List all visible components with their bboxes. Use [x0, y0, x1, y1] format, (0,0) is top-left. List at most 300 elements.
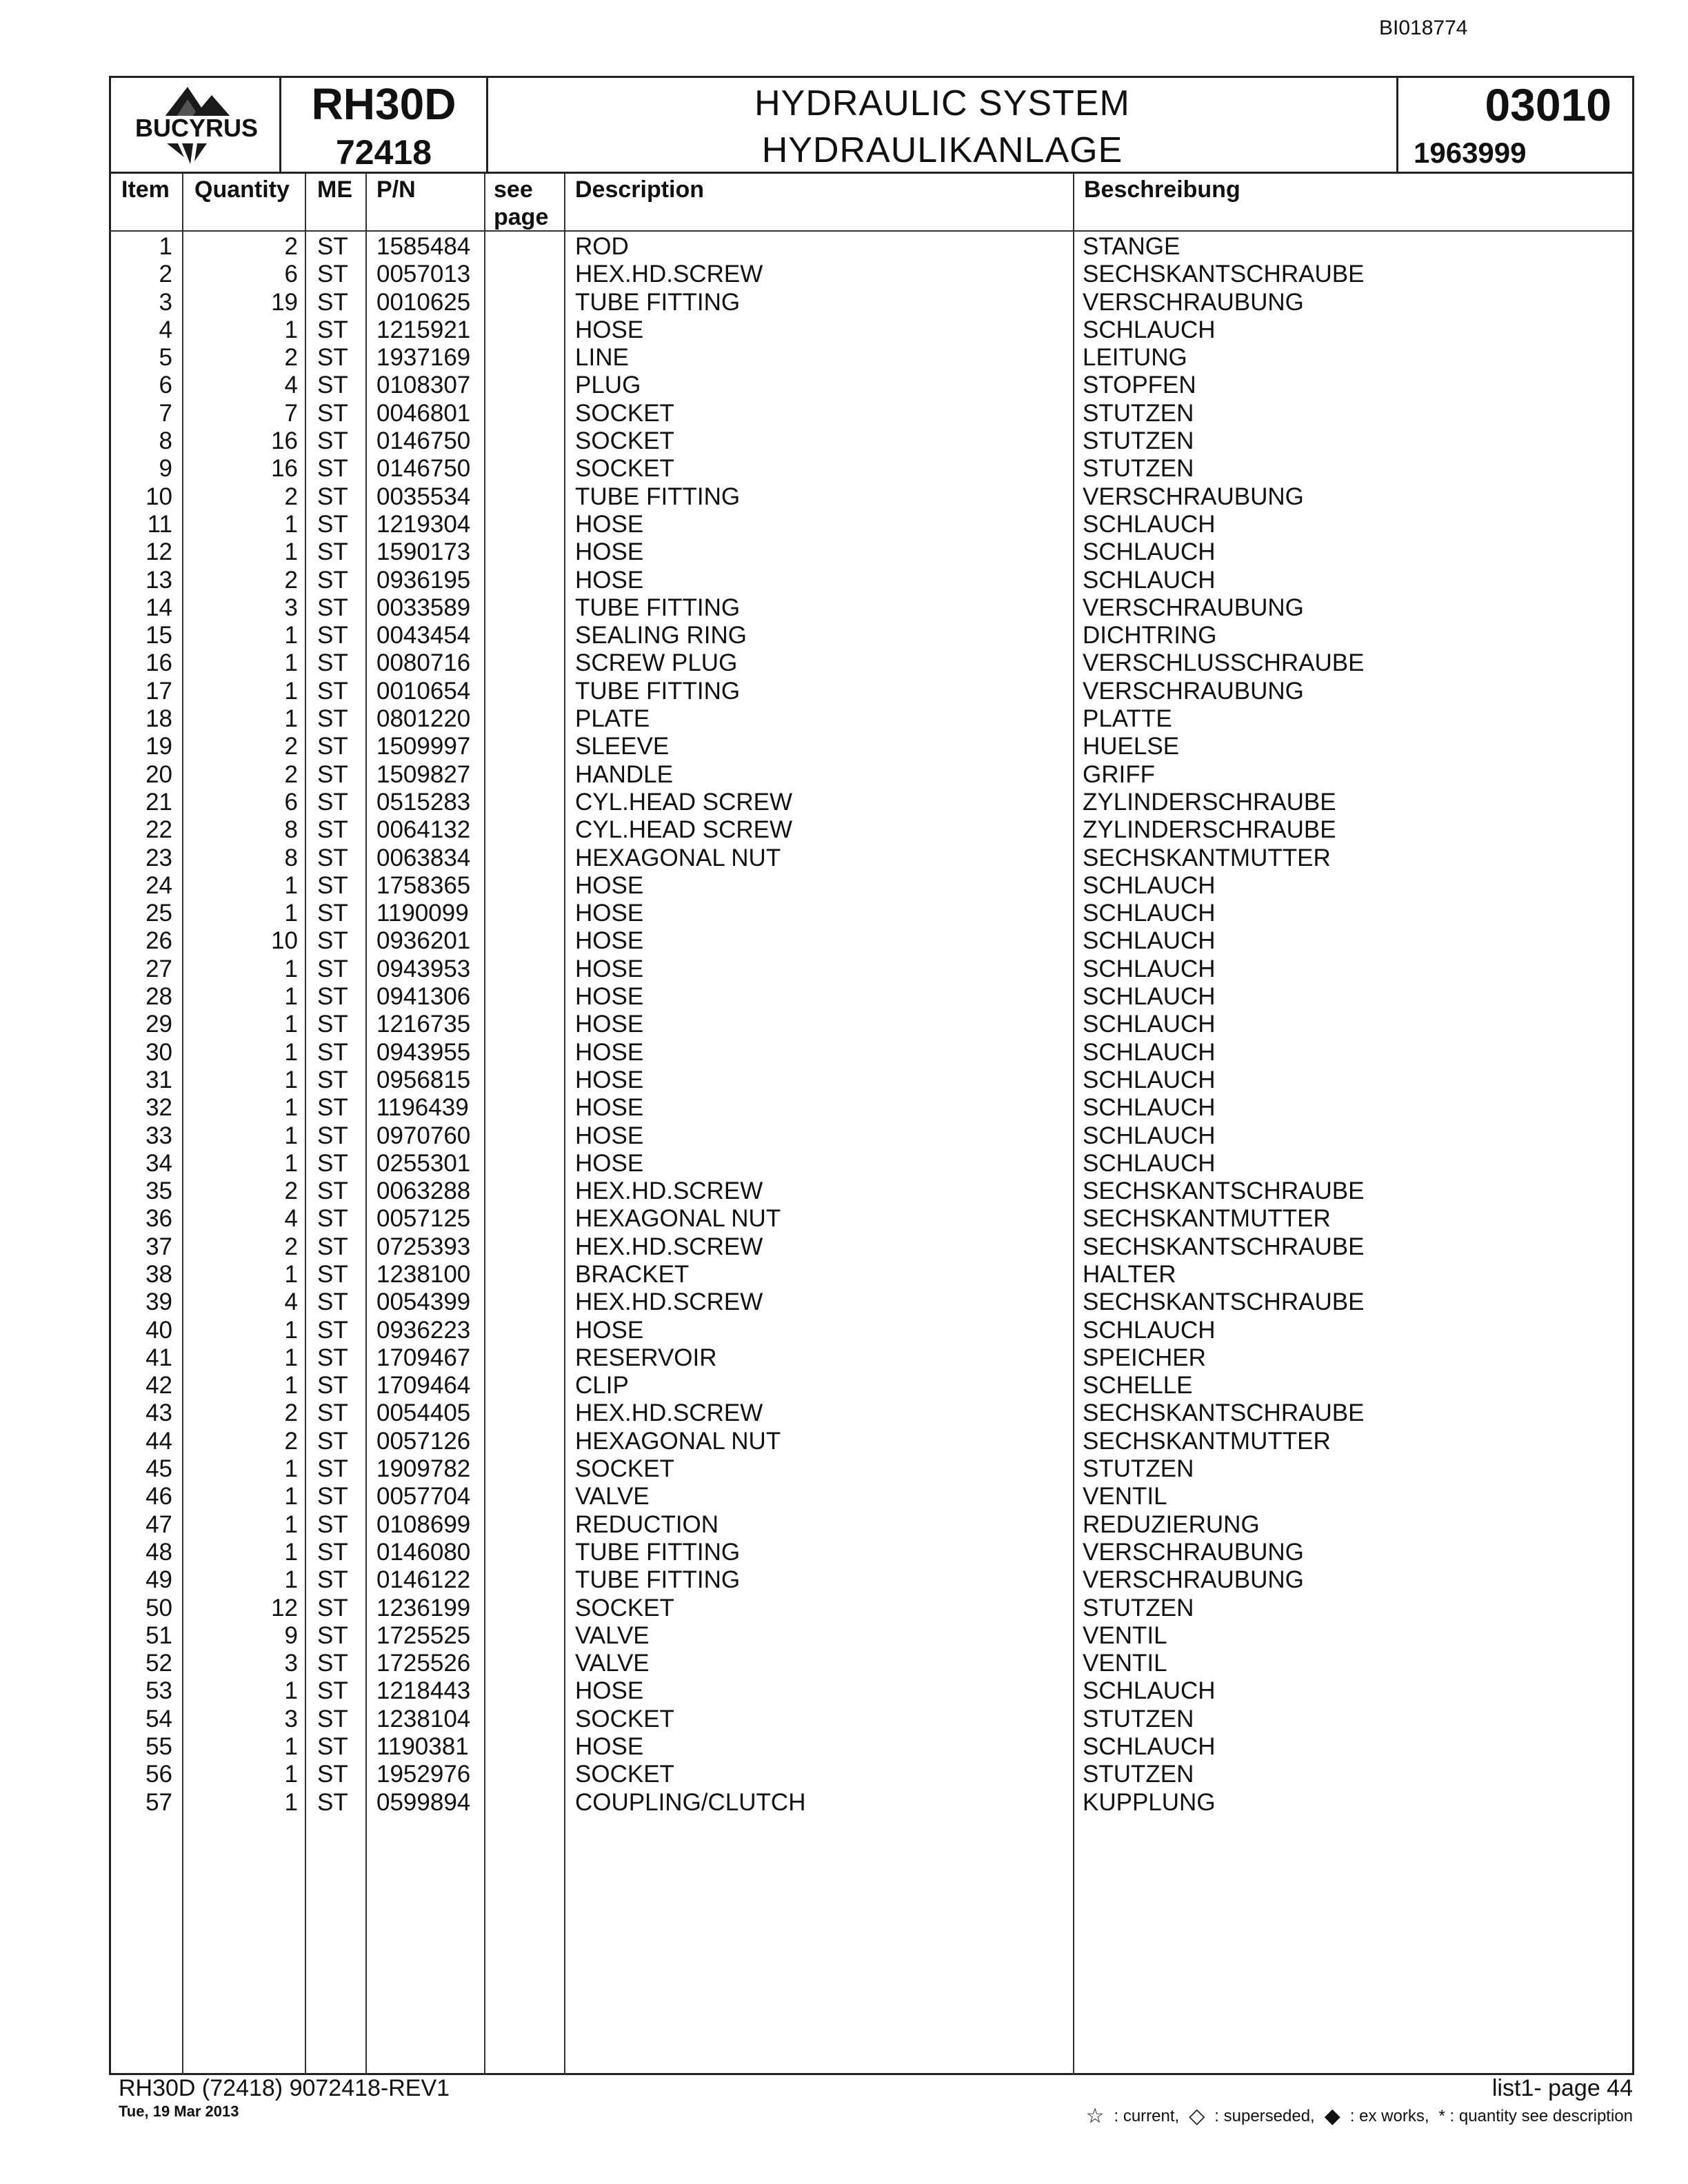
description-cell: SLEEVE — [575, 733, 670, 760]
beschreibung-cell: VERSCHRAUBUNG — [1083, 1566, 1304, 1594]
part-number-cell: 0801220 — [376, 705, 471, 733]
part-number-cell: 1190381 — [376, 1733, 469, 1761]
quantity-cell: 2 — [284, 1427, 298, 1455]
table-row — [109, 1205, 1634, 1233]
col-see-page-header-2: page — [494, 204, 549, 230]
quantity-cell: 1 — [284, 622, 298, 649]
item-cell: 30 — [145, 1038, 172, 1066]
beschreibung-cell: SPEICHER — [1083, 1344, 1206, 1371]
legend — [1086, 2104, 1633, 2128]
me-cell: ST — [317, 1705, 348, 1732]
code-cell — [1398, 76, 1632, 172]
quantity-cell: 10 — [271, 927, 298, 955]
me-cell: ST — [317, 1538, 348, 1566]
part-number-cell: 0010654 — [376, 677, 471, 705]
quantity-cell: 1 — [284, 538, 298, 566]
col-quantity-header: Quantity — [194, 176, 290, 203]
header — [109, 76, 1634, 174]
me-cell: ST — [317, 1455, 348, 1483]
table-row — [109, 1288, 1634, 1316]
beschreibung-cell: SECHSKANTSCHRAUBE — [1083, 1399, 1365, 1427]
table-row — [109, 1706, 1634, 1733]
beschreibung-cell: SECHSKANTMUTTER — [1083, 1205, 1331, 1233]
me-cell: ST — [317, 760, 348, 788]
me-cell: ST — [317, 233, 348, 260]
quantity-cell: 1 — [284, 1122, 298, 1149]
serial-number: 72418 — [335, 133, 432, 172]
description-cell: TUBE FITTING — [575, 483, 741, 510]
beschreibung-cell: SCHLAUCH — [1083, 1122, 1216, 1149]
part-number-cell: 1216735 — [376, 1011, 471, 1038]
part-number-cell: 0010625 — [376, 288, 471, 316]
table-row — [109, 1011, 1634, 1038]
description-cell: HOSE — [575, 566, 644, 594]
table-row — [109, 1317, 1634, 1344]
description-cell: TUBE FITTING — [575, 1566, 741, 1594]
me-cell: ST — [317, 705, 348, 733]
quantity-cell: 2 — [284, 1233, 298, 1260]
beschreibung-cell: STUTZEN — [1083, 427, 1194, 455]
description-cell: HOSE — [575, 927, 644, 955]
me-cell: ST — [317, 733, 348, 760]
quantity-cell: 3 — [284, 594, 298, 621]
table-row — [109, 594, 1634, 622]
footer-date: Tue, 19 Mar 2013 — [119, 2103, 239, 2120]
beschreibung-cell: REDUZIERUNG — [1083, 1510, 1260, 1538]
table-row — [109, 1372, 1634, 1399]
table-row — [109, 1399, 1634, 1427]
col-item-header: Item — [121, 176, 170, 203]
quantity-cell: 1 — [284, 955, 298, 982]
me-cell: ST — [317, 1122, 348, 1149]
description-cell: TUBE FITTING — [575, 594, 741, 621]
description-cell: CYL.HEAD SCREW — [575, 816, 793, 844]
item-cell: 6 — [159, 372, 172, 399]
description-cell: VALVE — [575, 1621, 650, 1649]
beschreibung-cell: VERSCHLUSSCHRAUBE — [1083, 649, 1365, 677]
me-cell: ST — [317, 1011, 348, 1038]
me-cell: ST — [317, 816, 348, 844]
table-row — [109, 1539, 1634, 1566]
me-cell: ST — [317, 955, 348, 982]
description-cell: VALVE — [575, 1483, 650, 1510]
part-number-cell: 0057126 — [376, 1427, 471, 1455]
part-number-cell: 1590173 — [376, 538, 471, 566]
description-cell: HOSE — [575, 1122, 644, 1149]
part-number-cell: 1219304 — [376, 510, 471, 538]
description-cell: HOSE — [575, 1011, 644, 1038]
item-cell: 18 — [145, 705, 172, 733]
beschreibung-cell: ZYLINDERSCHRAUBE — [1083, 816, 1336, 844]
me-cell: ST — [317, 1038, 348, 1066]
quantity-cell: 8 — [284, 844, 298, 871]
description-cell: SOCKET — [575, 1761, 674, 1788]
beschreibung-cell: SCHLAUCH — [1083, 927, 1216, 955]
legend-superseded: : superseded, — [1214, 2106, 1315, 2125]
item-cell: 40 — [145, 1316, 172, 1344]
beschreibung-cell: SCHELLE — [1083, 1372, 1193, 1399]
table-row — [109, 1066, 1634, 1094]
description-cell: TUBE FITTING — [575, 1538, 741, 1566]
beschreibung-cell: VERSCHRAUBUNG — [1083, 1538, 1304, 1566]
me-cell: ST — [317, 455, 348, 483]
part-number-cell: 1509827 — [376, 760, 471, 788]
quantity-cell: 1 — [284, 871, 298, 899]
item-cell: 55 — [145, 1733, 172, 1761]
beschreibung-cell: SECHSKANTSCHRAUBE — [1083, 1177, 1365, 1205]
item-cell: 39 — [145, 1288, 172, 1316]
beschreibung-cell: SCHLAUCH — [1083, 1677, 1216, 1705]
me-cell: ST — [317, 1510, 348, 1538]
me-cell: ST — [317, 427, 348, 455]
part-number-cell: 0970760 — [376, 1122, 471, 1149]
quantity-cell: 1 — [284, 1677, 298, 1705]
item-cell: 5 — [159, 344, 172, 372]
beschreibung-cell: DICHTRING — [1083, 622, 1217, 649]
item-cell: 37 — [145, 1233, 172, 1260]
footer-page: list1- page 44 — [1491, 2075, 1633, 2101]
item-cell: 9 — [159, 455, 172, 483]
parts-table-body — [109, 233, 1634, 1817]
description-cell: CLIP — [575, 1372, 629, 1399]
part-number-cell: 0063834 — [376, 844, 471, 871]
beschreibung-cell: SCHLAUCH — [1083, 1733, 1216, 1761]
me-cell: ST — [317, 1372, 348, 1399]
logo-text: BUCYRUS — [134, 114, 259, 142]
item-cell: 38 — [145, 1260, 172, 1288]
beschreibung-cell: VENTIL — [1083, 1483, 1167, 1510]
quantity-cell: 8 — [284, 816, 298, 844]
quantity-cell: 1 — [284, 649, 298, 677]
me-cell: ST — [317, 1427, 348, 1455]
description-cell: SOCKET — [575, 455, 674, 483]
quantity-cell: 1 — [284, 1149, 298, 1177]
table-row — [109, 733, 1634, 760]
beschreibung-cell: SCHLAUCH — [1083, 1066, 1216, 1093]
me-cell: ST — [317, 288, 348, 316]
table-row — [109, 538, 1634, 566]
beschreibung-cell: STUTZEN — [1083, 399, 1194, 427]
me-cell: ST — [317, 510, 348, 538]
part-number-cell: 1238100 — [376, 1260, 471, 1288]
description-cell: HOSE — [575, 1677, 644, 1705]
table-row — [109, 1233, 1634, 1261]
beschreibung-cell: SCHLAUCH — [1083, 566, 1216, 594]
item-cell: 45 — [145, 1455, 172, 1483]
me-cell: ST — [317, 538, 348, 566]
table-row — [109, 1344, 1634, 1372]
beschreibung-cell: SCHLAUCH — [1083, 1094, 1216, 1122]
description-cell: SOCKET — [575, 399, 674, 427]
table-row — [109, 1566, 1634, 1594]
item-cell: 14 — [145, 594, 172, 621]
me-cell: ST — [317, 1483, 348, 1510]
me-cell: ST — [317, 1094, 348, 1122]
part-number-cell: 1509997 — [376, 733, 471, 760]
part-number-cell: 1725525 — [376, 1621, 471, 1649]
beschreibung-cell: SECHSKANTMUTTER — [1083, 844, 1331, 871]
description-cell: PLATE — [575, 705, 650, 733]
description-cell: HOSE — [575, 1038, 644, 1066]
part-number-cell: 1909782 — [376, 1455, 471, 1483]
quantity-cell: 4 — [284, 1205, 298, 1233]
description-cell: CYL.HEAD SCREW — [575, 788, 793, 816]
part-number-cell: 0146750 — [376, 427, 471, 455]
beschreibung-cell: SCHLAUCH — [1083, 316, 1216, 343]
table-row — [109, 1677, 1634, 1705]
item-cell: 56 — [145, 1761, 172, 1788]
description-cell: RESERVOIR — [575, 1344, 717, 1371]
col-pn-header: P/N — [376, 176, 416, 203]
table-row — [109, 1483, 1634, 1510]
table-row — [109, 816, 1634, 844]
col-see-page-header: see — [494, 176, 533, 203]
col-description-header: Description — [575, 176, 705, 203]
legend-ex-works: : ex works, — [1349, 2106, 1429, 2125]
description-cell: HOSE — [575, 538, 644, 566]
item-cell: 34 — [145, 1149, 172, 1177]
item-cell: 49 — [145, 1566, 172, 1594]
quantity-cell: 1 — [284, 1538, 298, 1566]
me-cell: ST — [317, 900, 348, 927]
beschreibung-cell: VENTIL — [1083, 1650, 1167, 1677]
beschreibung-cell: VERSCHRAUBUNG — [1083, 594, 1304, 621]
part-number-cell: 0255301 — [376, 1149, 471, 1177]
me-cell: ST — [317, 677, 348, 705]
quantity-cell: 1 — [284, 1455, 298, 1483]
item-cell: 43 — [145, 1399, 172, 1427]
item-cell: 33 — [145, 1122, 172, 1149]
description-cell: HOSE — [575, 871, 644, 899]
part-number-cell: 0108307 — [376, 372, 471, 399]
part-number-cell: 0057704 — [376, 1483, 471, 1510]
part-number-cell: 1218443 — [376, 1677, 471, 1705]
part-number-cell: 0035534 — [376, 483, 471, 510]
item-cell: 29 — [145, 1011, 172, 1038]
me-cell: ST — [317, 1761, 348, 1788]
beschreibung-cell: STUTZEN — [1083, 1705, 1194, 1732]
quantity-cell: 1 — [284, 1483, 298, 1510]
item-cell: 54 — [145, 1705, 172, 1732]
part-number-cell: 0064132 — [376, 816, 471, 844]
table-row — [109, 1455, 1634, 1483]
table-row — [109, 761, 1634, 789]
quantity-cell: 1 — [284, 1038, 298, 1066]
table-row — [109, 1595, 1634, 1622]
description-cell: SOCKET — [575, 1705, 674, 1732]
description-cell: HEX.HD.SCREW — [575, 1233, 763, 1260]
part-number-cell: 1758365 — [376, 871, 471, 899]
table-row — [109, 1789, 1634, 1817]
quantity-cell: 2 — [284, 733, 298, 760]
drawing-number: 1963999 — [1414, 136, 1527, 169]
star-outline-icon: ☆ — [1085, 2105, 1105, 2127]
table-row — [109, 289, 1634, 316]
me-cell: ST — [317, 399, 348, 427]
table-row — [109, 845, 1634, 872]
table-row — [109, 1177, 1634, 1205]
diamond-outline-icon: ◇ — [1189, 2105, 1205, 2127]
quantity-cell: 2 — [284, 344, 298, 372]
item-cell: 42 — [145, 1372, 172, 1399]
table-row — [109, 1428, 1634, 1455]
part-number-cell: 0515283 — [376, 788, 471, 816]
me-cell: ST — [317, 1650, 348, 1677]
quantity-cell: 1 — [284, 677, 298, 705]
description-cell: HEX.HD.SCREW — [575, 1399, 763, 1427]
beschreibung-cell: SCHLAUCH — [1083, 871, 1216, 899]
beschreibung-cell: ZYLINDERSCHRAUBE — [1083, 788, 1336, 816]
part-number-cell: 0146750 — [376, 455, 471, 483]
table-row — [109, 1733, 1634, 1761]
part-number-cell: 0941306 — [376, 983, 471, 1011]
item-cell: 46 — [145, 1483, 172, 1510]
quantity-cell: 9 — [284, 1621, 298, 1649]
table-row — [109, 649, 1634, 677]
quantity-cell: 1 — [284, 1316, 298, 1344]
beschreibung-cell: SCHLAUCH — [1083, 900, 1216, 927]
me-cell: ST — [317, 844, 348, 871]
beschreibung-cell: VERSCHRAUBUNG — [1083, 288, 1304, 316]
part-number-cell: 1709464 — [376, 1372, 471, 1399]
quantity-cell: 1 — [284, 1788, 298, 1816]
quantity-cell: 2 — [284, 566, 298, 594]
table-row — [109, 511, 1634, 538]
me-cell: ST — [317, 1594, 348, 1621]
quantity-cell: 1 — [284, 510, 298, 538]
table-row — [109, 872, 1634, 900]
description-cell: SOCKET — [575, 427, 674, 455]
table-row — [109, 483, 1634, 511]
part-number-cell: 1585484 — [376, 233, 471, 260]
part-number-cell: 1952976 — [376, 1761, 471, 1788]
table-row — [109, 233, 1634, 261]
me-cell: ST — [317, 344, 348, 372]
table-row — [109, 316, 1634, 344]
me-cell: ST — [317, 1566, 348, 1594]
beschreibung-cell: STUTZEN — [1083, 455, 1194, 483]
quantity-cell: 16 — [271, 455, 298, 483]
me-cell: ST — [317, 1233, 348, 1260]
description-cell: REDUCTION — [575, 1510, 719, 1538]
item-cell: 26 — [145, 927, 172, 955]
me-cell: ST — [317, 261, 348, 288]
quantity-cell: 1 — [284, 705, 298, 733]
table-row — [109, 956, 1634, 983]
document-id: BI018774 — [1379, 17, 1468, 39]
quantity-cell: 4 — [284, 372, 298, 399]
item-cell: 16 — [145, 649, 172, 677]
part-number-cell: 0057125 — [376, 1205, 471, 1233]
description-cell: HOSE — [575, 900, 644, 927]
part-number-cell: 0936201 — [376, 927, 471, 955]
quantity-cell: 1 — [284, 1372, 298, 1399]
quantity-cell: 7 — [284, 399, 298, 427]
part-number-cell: 0599894 — [376, 1788, 471, 1816]
quantity-cell: 1 — [284, 1733, 298, 1761]
item-cell: 2 — [159, 261, 172, 288]
table-row — [109, 983, 1634, 1011]
description-cell: HEX.HD.SCREW — [575, 1288, 763, 1316]
quantity-cell: 2 — [284, 1177, 298, 1205]
quantity-cell: 1 — [284, 1066, 298, 1093]
description-cell: ROD — [575, 233, 629, 260]
table-row — [109, 261, 1634, 288]
part-number-cell: 0936195 — [376, 566, 471, 594]
quantity-cell: 2 — [284, 233, 298, 260]
quantity-cell: 6 — [284, 788, 298, 816]
description-cell: HANDLE — [575, 760, 673, 788]
beschreibung-cell: SCHLAUCH — [1083, 1011, 1216, 1038]
table-row — [109, 1150, 1634, 1177]
description-cell: HOSE — [575, 316, 644, 343]
me-cell: ST — [317, 1733, 348, 1761]
description-cell: HOSE — [575, 955, 644, 982]
item-cell: 21 — [145, 788, 172, 816]
legend-current: : current, — [1114, 2106, 1180, 2125]
quantity-cell: 2 — [284, 483, 298, 510]
table-row — [109, 344, 1634, 372]
item-cell: 8 — [159, 427, 172, 455]
table-row — [109, 1261, 1634, 1288]
description-cell: HEXAGONAL NUT — [575, 844, 781, 871]
footer-reference: RH30D (72418) 9072418-REV1 — [119, 2075, 450, 2101]
quantity-cell: 1 — [284, 1510, 298, 1538]
me-cell: ST — [317, 1316, 348, 1344]
part-number-cell: 0033589 — [376, 594, 471, 621]
me-cell: ST — [317, 1788, 348, 1816]
me-cell: ST — [317, 594, 348, 621]
table-row — [109, 1650, 1634, 1677]
me-cell: ST — [317, 566, 348, 594]
description-cell: HEX.HD.SCREW — [575, 261, 763, 288]
part-number-cell: 0043454 — [376, 622, 471, 649]
col-beschreibung-header: Beschreibung — [1084, 176, 1240, 203]
beschreibung-cell: VERSCHRAUBUNG — [1083, 677, 1304, 705]
quantity-cell: 2 — [284, 1399, 298, 1427]
model-name: RH30D — [311, 79, 456, 129]
part-number-cell: 1725526 — [376, 1650, 471, 1677]
part-number-cell: 0046801 — [376, 399, 471, 427]
part-number-cell: 0943955 — [376, 1038, 471, 1066]
description-cell: HOSE — [575, 1149, 644, 1177]
part-number-cell: 0725393 — [376, 1233, 471, 1260]
me-cell: ST — [317, 1066, 348, 1093]
item-cell: 28 — [145, 983, 172, 1011]
table-row — [109, 1094, 1634, 1122]
item-cell: 1 — [159, 233, 172, 260]
beschreibung-cell: SCHLAUCH — [1083, 1038, 1216, 1066]
column-header-row — [109, 174, 1634, 232]
part-number-cell: 1196439 — [376, 1094, 469, 1122]
me-cell: ST — [317, 1149, 348, 1177]
item-cell: 31 — [145, 1066, 172, 1093]
me-cell: ST — [317, 483, 348, 510]
item-cell: 35 — [145, 1177, 172, 1205]
description-cell: PLUG — [575, 372, 641, 399]
description-cell: TUBE FITTING — [575, 288, 741, 316]
item-cell: 52 — [145, 1650, 172, 1677]
legend-quantity: * : quantity see description — [1438, 2106, 1633, 2125]
beschreibung-cell: GRIFF — [1083, 760, 1155, 788]
quantity-cell: 6 — [284, 261, 298, 288]
part-number-cell: 0956815 — [376, 1066, 471, 1093]
table-row — [109, 1122, 1634, 1150]
description-cell: VALVE — [575, 1650, 650, 1677]
part-number-cell: 0146080 — [376, 1538, 471, 1566]
bucyrus-logo-icon — [119, 80, 272, 170]
me-cell: ST — [317, 1205, 348, 1233]
